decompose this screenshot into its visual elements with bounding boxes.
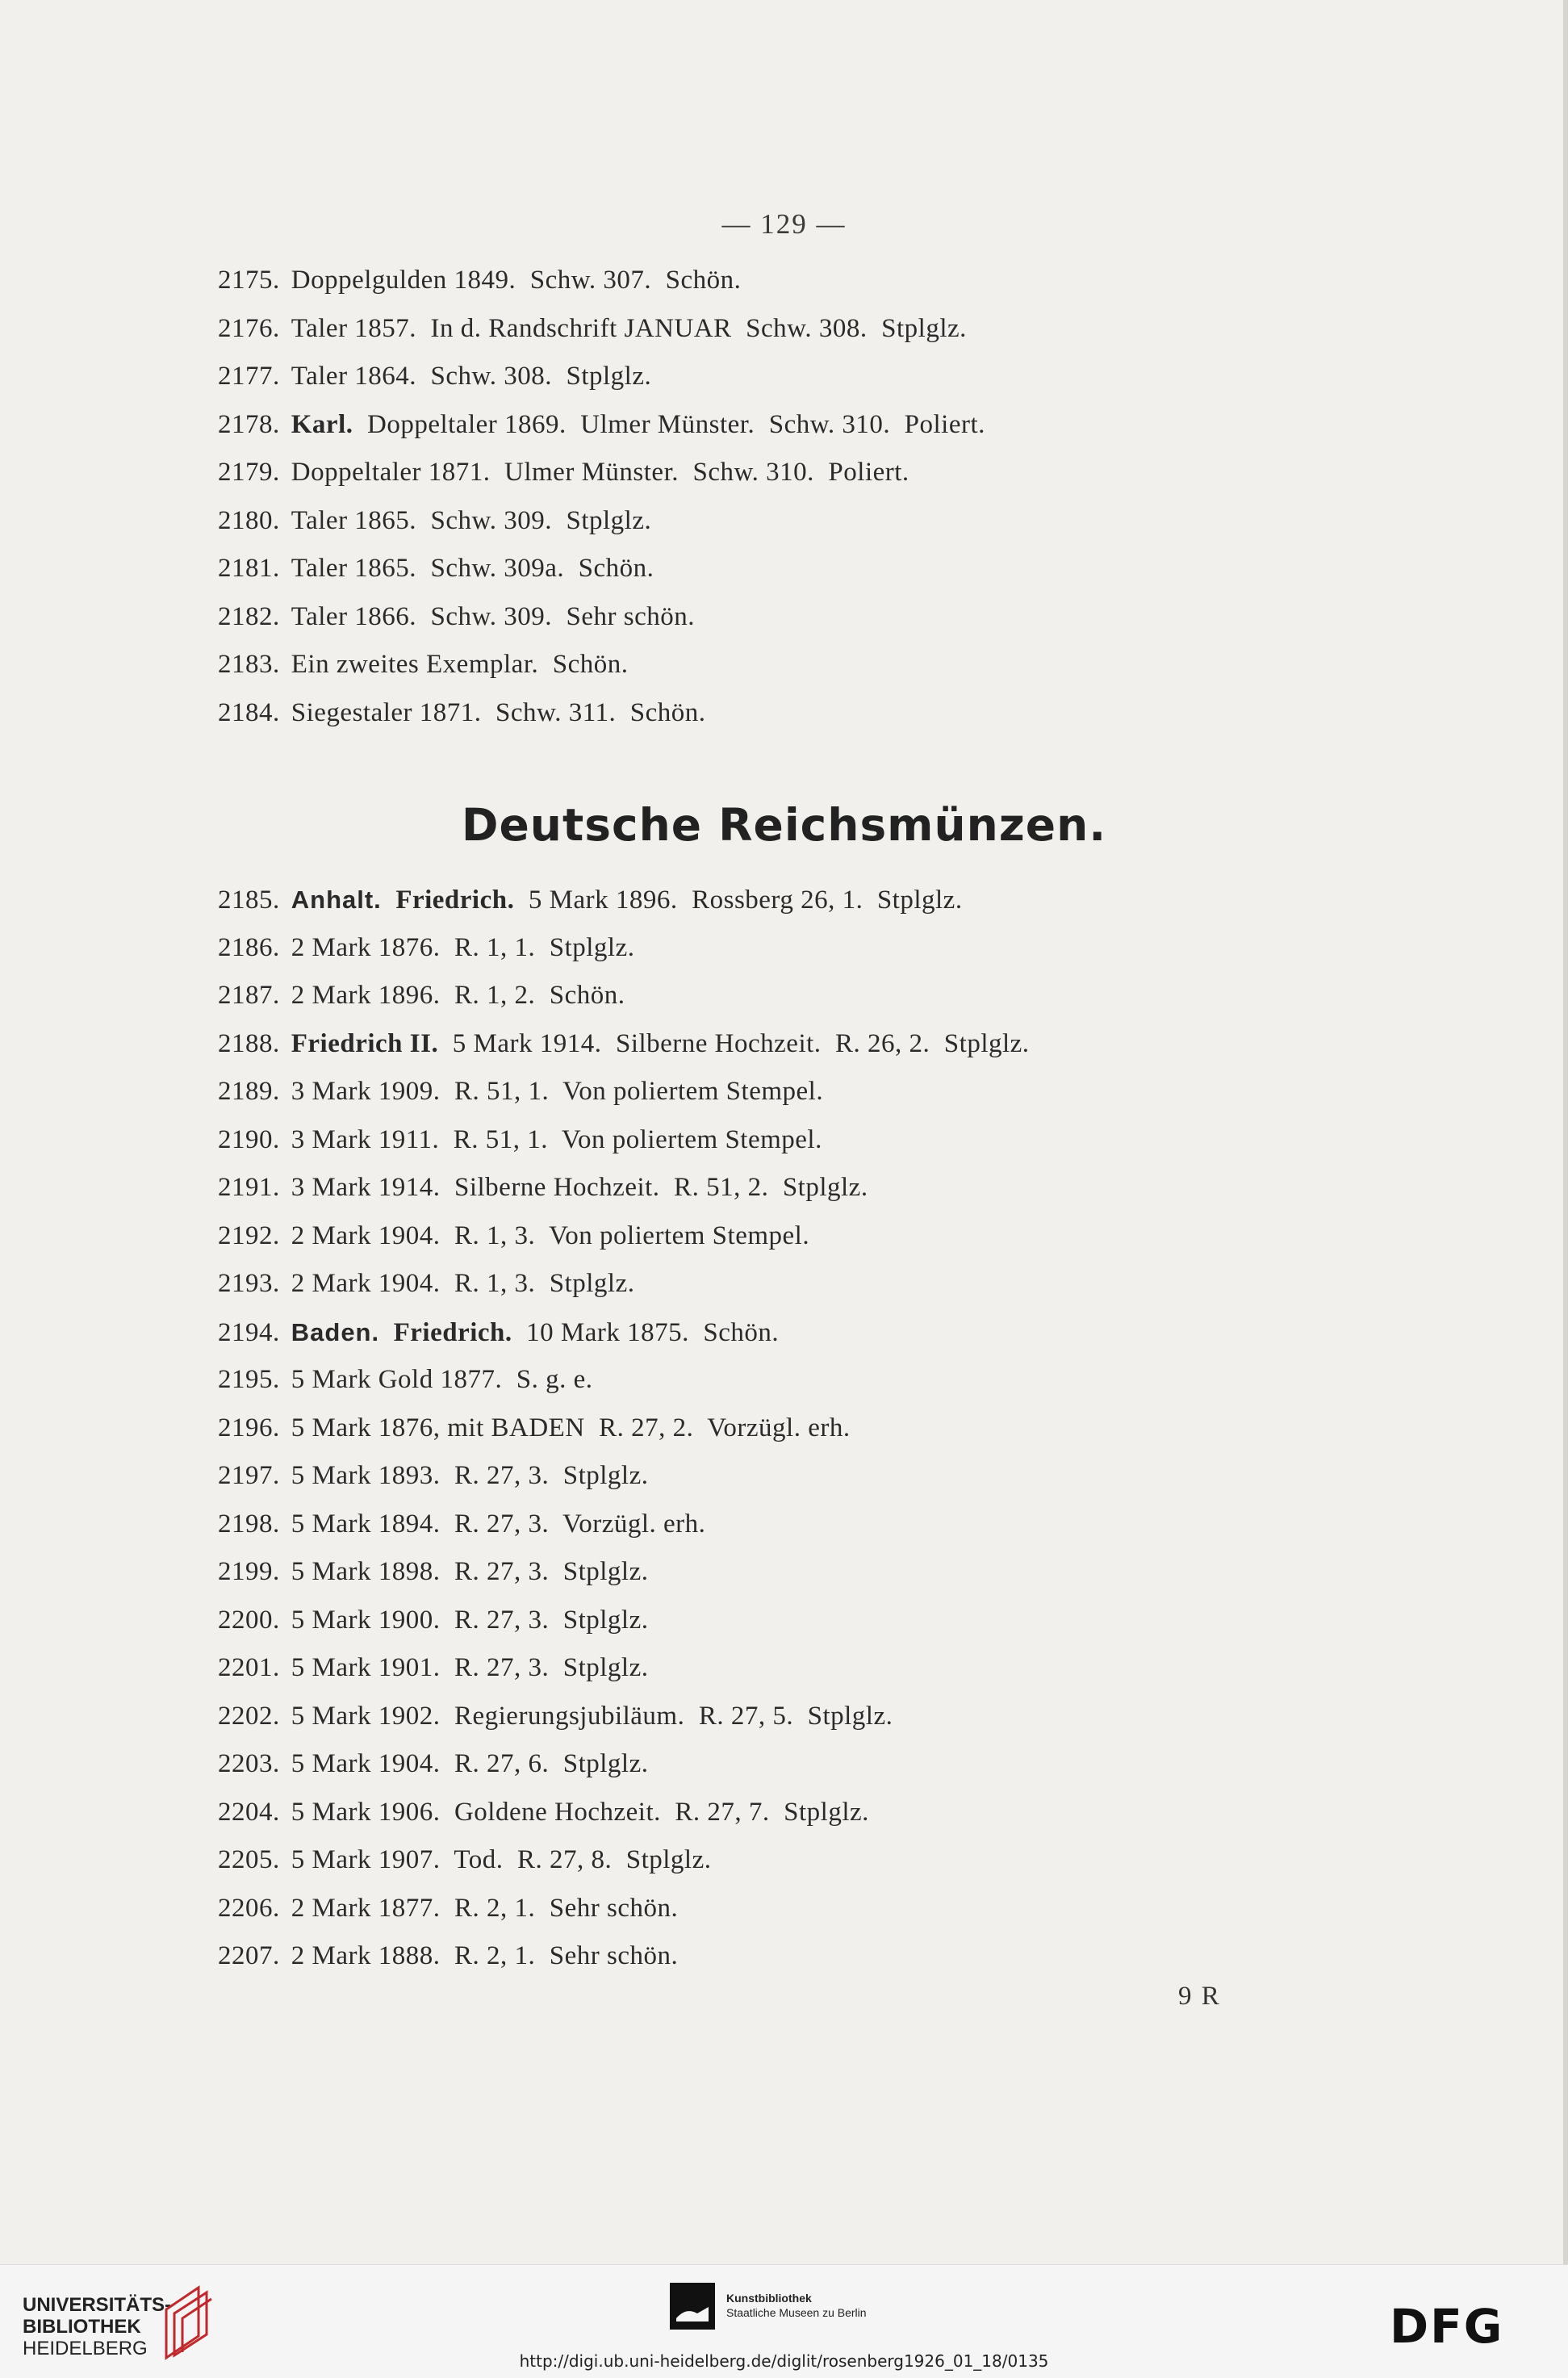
catalog-entry [218, 1501, 1549, 1549]
kb-subtitle: Staatliche Museen zu Berlin [726, 2306, 867, 2319]
entry-number: 2198. [218, 1509, 280, 1539]
catalog-entry [218, 1548, 1549, 1597]
entry-text: 5 Mark 1914. Silberne Hochzeit. R. 26, 2. Stplglz. [438, 1028, 1030, 1058]
entry-number: 2196. [218, 1413, 280, 1442]
entry-text: Taler 1864. Schw. 308. Stplglz. [291, 362, 652, 391]
entry-text: 5 Mark 1901. R. 27, 3. Stplglz. [291, 1653, 649, 1682]
ub-logo-line: UNIVERSITÄTS- [23, 2294, 172, 2316]
entry-text: 2 Mark 1877. R. 2, 1. Sehr schön. [291, 1893, 679, 1923]
entry-number: 2207. [218, 1941, 280, 1970]
entry-number: 2177. [218, 362, 280, 391]
entry-text: 10 Mark 1875. Schön. [512, 1317, 780, 1347]
catalog-entry [218, 1068, 1549, 1116]
kb-title: Kunstbibliothek [726, 2292, 812, 2305]
catalog-entry [218, 401, 1549, 450]
state-heading: Anhalt. [291, 885, 382, 914]
entry-number: 2189. [218, 1077, 280, 1106]
entry-text: Taler 1865. Schw. 309. Stplglz. [291, 505, 652, 535]
entries-list-bottom [218, 876, 1549, 1981]
catalog-entry [218, 1597, 1549, 1645]
entry-number: 2202. [218, 1701, 280, 1731]
entry-number: 2193. [218, 1269, 280, 1298]
entry-number: 2206. [218, 1893, 280, 1923]
ruler-heading: Friedrich. [393, 1317, 512, 1347]
catalog-entry [218, 1020, 1549, 1069]
entry-text: Taler 1865. Schw. 309a. Schön. [291, 554, 654, 583]
entry-text: Doppelgulden 1849. Schw. 307. Schön. [291, 266, 742, 295]
page-number: — 129 — [721, 208, 847, 240]
entry-text: 2 Mark 1888. R. 2, 1. Sehr schön. [291, 1941, 679, 1970]
entry-number: 2187. [218, 981, 280, 1010]
section-heading: Deutsche Reichsmünzen. [461, 799, 1107, 851]
catalog-entry [218, 689, 1549, 738]
ruler-heading: Friedrich II. [291, 1028, 439, 1058]
entry-text [382, 885, 396, 915]
catalog-entry [218, 449, 1549, 497]
entry-number: 2184. [218, 697, 280, 727]
entry-number: 2200. [218, 1605, 280, 1635]
catalog-entry [218, 545, 1549, 593]
catalog-entry [218, 257, 1549, 305]
ruler-heading: Friedrich. [395, 885, 515, 915]
entry-number: 2204. [218, 1797, 280, 1827]
entry-text: 5 Mark 1907. Tod. R. 27, 8. Stplglz. [291, 1845, 712, 1874]
entry-text: Ein zweites Exemplar. Schön. [291, 650, 629, 679]
catalog-entry [218, 305, 1549, 354]
ruler-heading: Karl. [291, 409, 353, 439]
entry-number: 2191. [218, 1173, 280, 1202]
ub-logo-line: HEIDELBERG [23, 2338, 148, 2359]
catalog-entry [218, 353, 1549, 401]
entry-text: 2 Mark 1904. R. 1, 3. Stplglz. [291, 1269, 635, 1298]
catalog-entry [218, 1885, 1549, 1933]
entry-number: 2201. [218, 1653, 280, 1682]
entry-number: 2179. [218, 458, 280, 487]
entry-text: 5 Mark 1896. Rossberg 26, 1. Stplglz. [514, 885, 963, 915]
entry-text: 2 Mark 1904. R. 1, 3. Von poliertem Stempel. [291, 1220, 810, 1250]
ub-heidelberg-logo[interactable] [23, 2294, 171, 2359]
ub-logo-line: BIBLIOTHEK [23, 2316, 141, 2338]
entry-text: 5 Mark 1898. R. 27, 3. Stplglz. [291, 1557, 649, 1586]
entries-list-top [218, 257, 1549, 737]
entry-number: 2195. [218, 1365, 280, 1394]
entry-text: 5 Mark 1893. R. 27, 3. Stplglz. [291, 1461, 649, 1490]
catalog-entry [218, 924, 1549, 973]
ub-mark-icon [158, 2281, 215, 2362]
catalog-entry [218, 1836, 1549, 1885]
entry-number: 2188. [218, 1028, 280, 1058]
catalog-entry [218, 1164, 1549, 1212]
entry-number: 2178. [218, 409, 280, 439]
entry-text: 5 Mark 1906. Goldene Hochzeit. R. 27, 7. Stplglz. [291, 1797, 869, 1827]
entry-number: 2181. [218, 554, 280, 583]
entry-text: 5 Mark 1902. Regierungsjubiläum. R. 27, 5. Stplglz. [291, 1701, 893, 1731]
entry-text: Doppeltaler 1869. Ulmer Münster. Schw. 310. Poliert. [353, 409, 985, 439]
entry-text: 5 Mark 1900. R. 27, 3. Stplglz. [291, 1605, 649, 1635]
entry-text: Taler 1857. In d. Randschrift JANUAR Schw. 308. Stplglz. [291, 313, 967, 343]
kunstbibliothek-logo-icon [670, 2283, 715, 2330]
catalog-entry [218, 1212, 1549, 1261]
catalog-entry [218, 1644, 1549, 1693]
entry-number: 2194. [218, 1317, 280, 1347]
entry-number: 2199. [218, 1557, 280, 1586]
state-heading: Baden. [291, 1317, 380, 1346]
entry-number: 2205. [218, 1845, 280, 1874]
entry-text: 2 Mark 1876. R. 1, 1. Stplglz. [291, 932, 635, 962]
entry-text: 2 Mark 1896. R. 1, 2. Schön. [291, 981, 625, 1010]
entry-text: Taler 1866. Schw. 309. Sehr schön. [291, 601, 695, 631]
entry-text: 3 Mark 1911. R. 51, 1. Von poliertem Stempel. [291, 1124, 822, 1154]
catalog-entry [218, 1116, 1549, 1165]
entry-number: 2192. [218, 1220, 280, 1250]
entry-text: 5 Mark 1894. R. 27, 3. Vorzügl. erh. [291, 1509, 706, 1539]
entry-number: 2175. [218, 266, 280, 295]
catalog-entry [218, 972, 1549, 1020]
entry-text: Siegestaler 1871. Schw. 311. Schön. [291, 697, 706, 727]
entry-number: 2182. [218, 601, 280, 631]
catalog-entry [218, 497, 1549, 546]
catalog-entry [218, 876, 1549, 924]
dfg-logo: DFG [1390, 2299, 1504, 2354]
entry-text: Doppeltaler 1871. Ulmer Münster. Schw. 310. Poliert. [291, 458, 909, 487]
entry-number: 2190. [218, 1124, 280, 1154]
catalog-entry [218, 1932, 1549, 1981]
entry-number: 2183. [218, 650, 280, 679]
signature-mark: 9 R [1178, 1982, 1221, 2011]
entry-text: 5 Mark 1904. R. 27, 6. Stplglz. [291, 1749, 649, 1778]
catalog-entry [218, 1452, 1549, 1501]
entry-number: 2186. [218, 932, 280, 962]
entry-text [379, 1318, 394, 1347]
footer [0, 2264, 1568, 2378]
kunstbibliothek-text [726, 2291, 867, 2320]
catalog-entry [218, 1693, 1549, 1741]
entry-number: 2180. [218, 505, 280, 535]
page-edge [1563, 0, 1568, 2264]
entry-text: 3 Mark 1914. Silberne Hochzeit. R. 51, 2. Stplglz. [291, 1173, 868, 1202]
entry-number: 2197. [218, 1461, 280, 1490]
catalog-entry [218, 1405, 1549, 1453]
catalog-entry [218, 593, 1549, 642]
entry-text: 3 Mark 1909. R. 51, 1. Von poliertem Stempel. [291, 1077, 824, 1106]
entry-number: 2185. [218, 885, 280, 915]
catalog-entry [218, 641, 1549, 689]
catalog-entry [218, 1356, 1549, 1405]
catalog-entry [218, 1789, 1549, 1837]
catalog-entry [218, 1260, 1549, 1308]
source-url-link[interactable]: http://digi.ub.uni-heidelberg.de/diglit/rosenberg1926_01_18/0135 [519, 2351, 1049, 2371]
entry-text: 5 Mark Gold 1877. S. g. e. [291, 1365, 593, 1394]
catalog-entry [218, 1740, 1549, 1789]
entry-text: 5 Mark 1876, mit BADEN R. 27, 2. Vorzügl. erh. [291, 1413, 851, 1442]
entry-number: 2176. [218, 313, 280, 343]
catalog-entry [218, 1308, 1549, 1357]
entry-number: 2203. [218, 1749, 280, 1778]
